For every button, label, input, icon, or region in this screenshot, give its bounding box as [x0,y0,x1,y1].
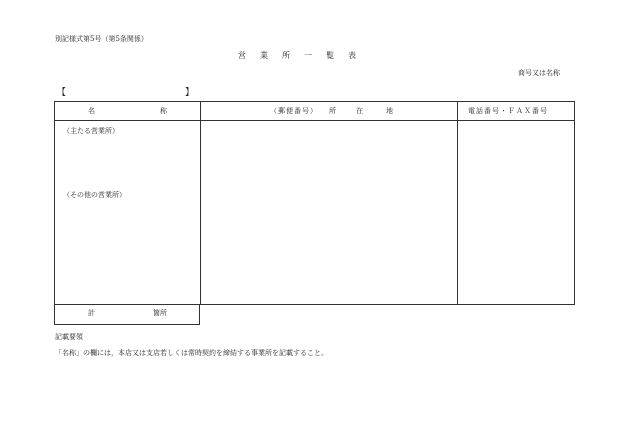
header-name-b: 称 [160,107,167,115]
document-title: 営業所一覧表 [238,51,370,60]
total-box [54,304,200,325]
main-office-label: （主たる営業所） [63,127,119,135]
office-list-table [54,101,575,305]
total-unit: 箇所 [153,309,167,317]
total-label: 計 [88,309,95,317]
column-divider-1 [200,102,201,304]
header-name-a: 名 [88,107,95,115]
notes-title: 記載要領 [55,333,83,341]
form-number: 別記様式第5号（第5条関係） [55,35,148,43]
header-location-a: 所 [329,107,336,115]
bracket-close: 】 [185,88,195,98]
column-divider-2 [457,102,458,304]
header-divider [55,120,574,121]
other-office-label: （その他の営業所） [63,191,126,199]
trade-name-label: 商号又は名称 [518,69,560,77]
header-location-b: 在 [356,107,363,115]
header-postal-code: （郵便番号） [270,107,318,115]
header-location-c: 地 [386,107,393,115]
notes-text: 「名称」の欄には，本店又は支店若しくは常時契約を締結する事業所を記載すること。 [55,349,328,357]
header-phone-fax: 電話番号・ＦＡＸ番号 [468,107,548,115]
bracket-open: 【 [57,88,67,98]
